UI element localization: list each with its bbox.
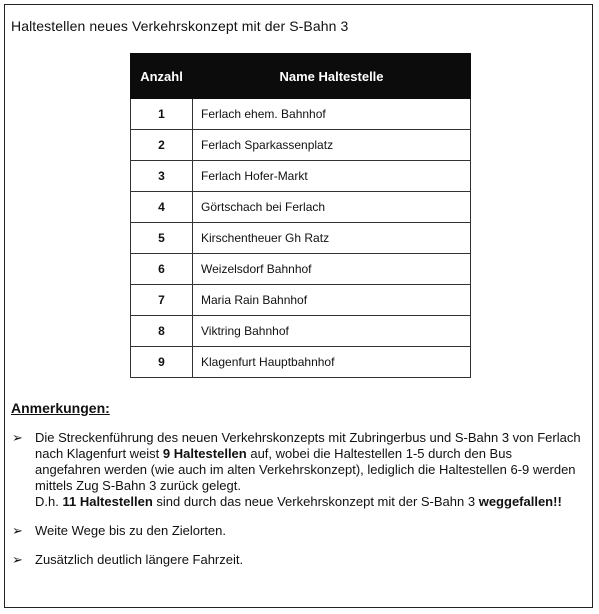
note-text: Weite Wege bis zu den Zielorten. xyxy=(35,523,227,538)
stop-number: 8 xyxy=(131,316,193,347)
arrow-bullet-icon: ➢ xyxy=(12,430,23,445)
header-anzahl: Anzahl xyxy=(131,54,193,99)
stop-number: 6 xyxy=(131,254,193,285)
table-header-row xyxy=(131,54,471,99)
stop-number: 1 xyxy=(131,99,193,130)
table-row xyxy=(131,130,471,161)
table-row xyxy=(131,285,471,316)
notes-list xyxy=(11,430,581,568)
page-title: Haltestellen neues Verkehrskonzept mit der S-Bahn 3 xyxy=(11,18,349,34)
note-emphasis: weggefallen!! xyxy=(478,494,562,509)
note-text: auf, wobei die Haltestellen 1-5 durch den Bus angefahren werden (wie auch im alten Verkehrskonzept), lediglich die Haltestellen 6-9 werden mittels Zug S-Bahn 3 zurück gelegt. xyxy=(35,446,576,493)
table-row xyxy=(131,99,471,130)
table-row xyxy=(131,192,471,223)
stop-number: 9 xyxy=(131,347,193,378)
table-row xyxy=(131,161,471,192)
stop-name: Weizelsdorf Bahnhof xyxy=(193,254,471,285)
note-text: Zusätzlich deutlich längere Fahrzeit. xyxy=(35,552,244,567)
note-text: sind durch das neue Verkehrskonzept mit der S-Bahn 3 xyxy=(152,494,479,509)
stop-name: Ferlach Sparkassenplatz xyxy=(193,130,471,161)
arrow-bullet-icon: ➢ xyxy=(12,523,23,538)
stop-number: 3 xyxy=(131,161,193,192)
note-text: D.h. xyxy=(35,494,63,509)
note-item-route xyxy=(11,430,581,510)
stop-name: Maria Rain Bahnhof xyxy=(193,285,471,316)
table-row xyxy=(131,254,471,285)
table-row xyxy=(131,347,471,378)
stop-number: 2 xyxy=(131,130,193,161)
table-row xyxy=(131,316,471,347)
stop-name: Ferlach Hofer-Markt xyxy=(193,161,471,192)
note-item-travel-time xyxy=(11,552,581,568)
table-row xyxy=(131,223,471,254)
stops-table xyxy=(130,53,471,378)
note-text: Die Streckenführung des neuen Verkehrskonzepts mit Zubringerbus und S-Bahn 3 von Ferlach nach Klagenfurt weist xyxy=(35,430,581,461)
arrow-bullet-icon: ➢ xyxy=(12,552,23,567)
stop-number: 5 xyxy=(131,223,193,254)
stop-name: Klagenfurt Hauptbahnhof xyxy=(193,347,471,378)
stop-number: 7 xyxy=(131,285,193,316)
stop-name: Viktring Bahnhof xyxy=(193,316,471,347)
header-name-haltestelle: Name Haltestelle xyxy=(193,54,471,99)
notes-heading: Anmerkungen: xyxy=(11,400,110,416)
note-item-distances xyxy=(11,523,581,539)
stop-name: Kirschentheuer Gh Ratz xyxy=(193,223,471,254)
note-emphasis: 9 Haltestellen xyxy=(162,446,247,461)
stop-name: Görtschach bei Ferlach xyxy=(193,192,471,223)
note-emphasis: 11 Haltestellen xyxy=(62,494,153,509)
stop-name: Ferlach ehem. Bahnhof xyxy=(193,99,471,130)
stop-number: 4 xyxy=(131,192,193,223)
